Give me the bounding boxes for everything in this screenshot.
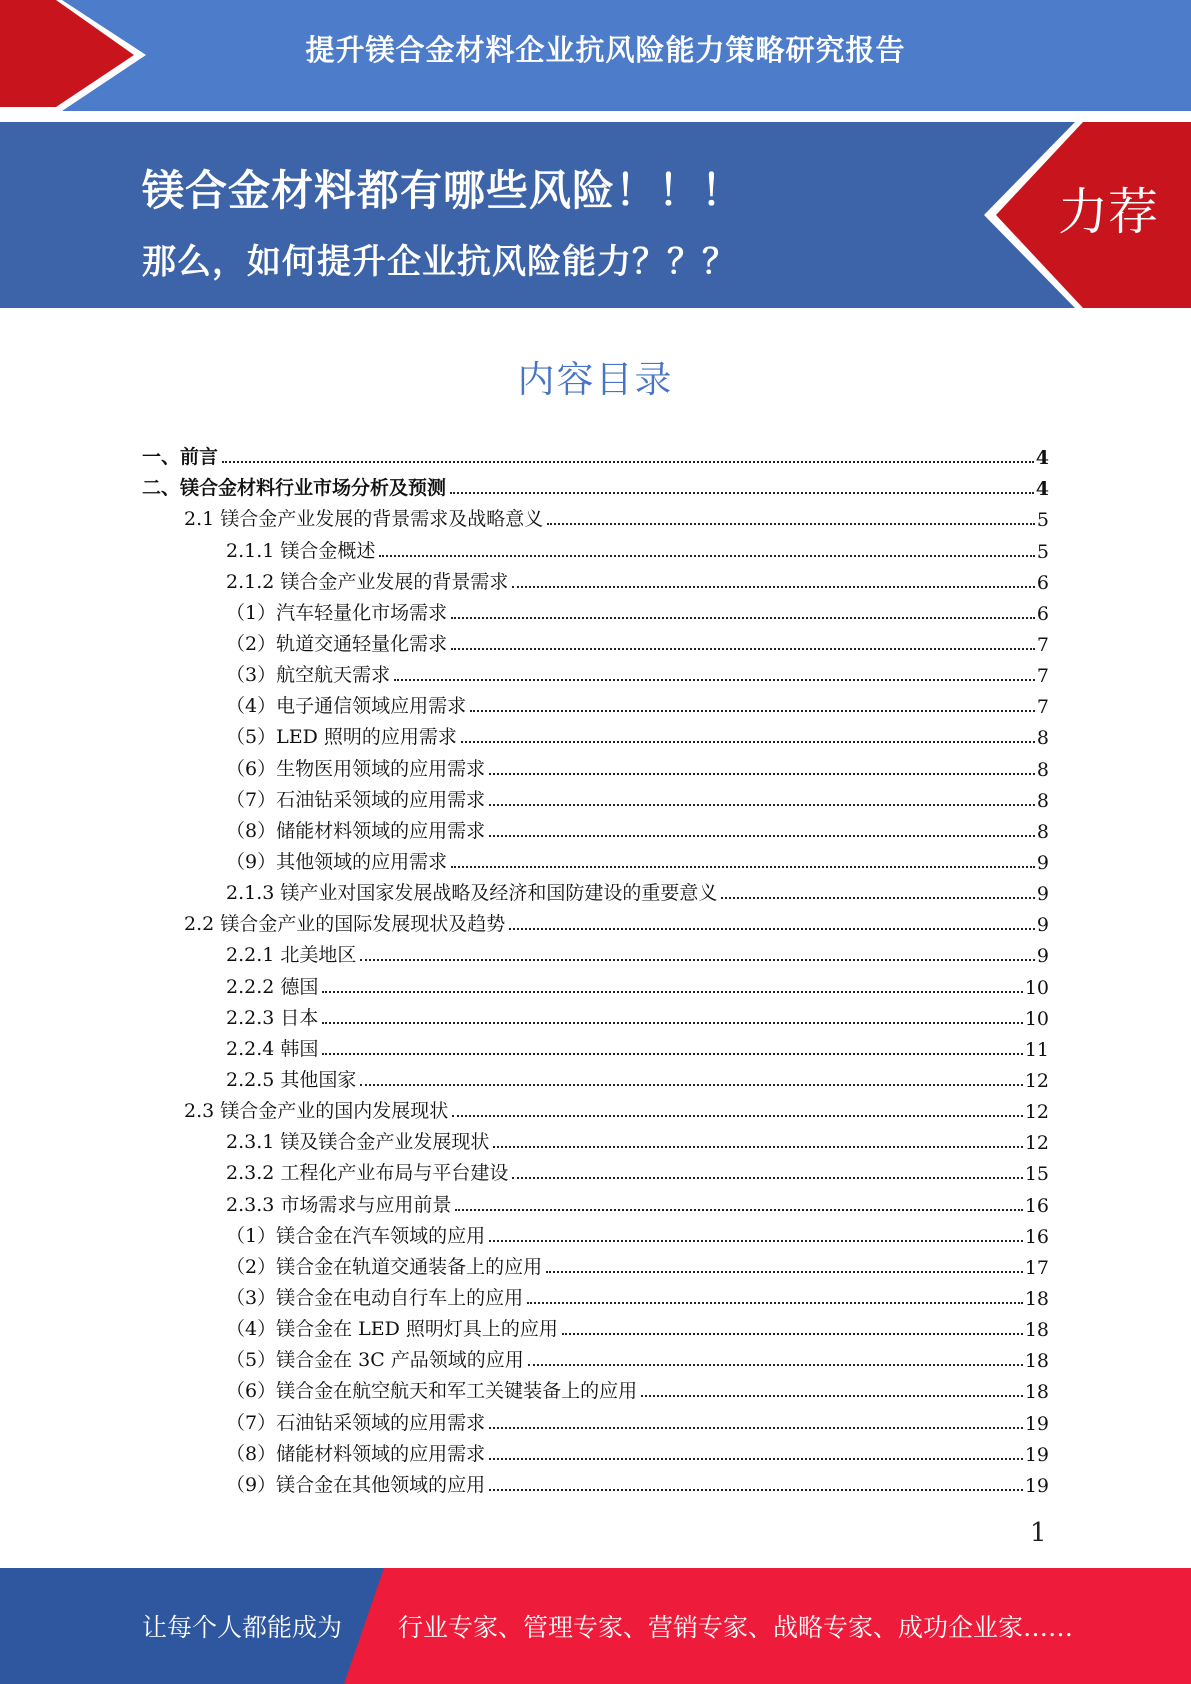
headline-risks: 镁合金材料都有哪些风险！！！ xyxy=(142,166,745,215)
toc-leader xyxy=(452,1115,1023,1117)
toc-row[interactable] xyxy=(142,781,1049,812)
toc-title: （8）储能材料领域的应用需求 xyxy=(226,1442,486,1465)
toc-title: （6）生物医用领域的应用需求 xyxy=(226,757,486,780)
toc-title: 2.1.2 镁合金产业发展的背景需求 xyxy=(226,570,509,593)
top-banner xyxy=(0,0,1191,111)
toc-page: 18 xyxy=(1024,1350,1049,1373)
footer-bar xyxy=(0,1568,1191,1684)
toc-row[interactable] xyxy=(142,1279,1049,1310)
toc-leader xyxy=(489,835,1035,837)
toc-title: （2）轨道交通轻量化需求 xyxy=(226,632,448,655)
toc-page: 7 xyxy=(1036,633,1049,656)
slogan-right: 行业专家、管理专家、营销专家、战略专家、成功企业家…… xyxy=(398,1613,1074,1642)
toc-leader xyxy=(322,1022,1022,1024)
toc-page: 8 xyxy=(1036,758,1049,781)
toc-leader xyxy=(489,1458,1023,1460)
toc-page: 10 xyxy=(1024,976,1049,999)
toc-page: 18 xyxy=(1024,1287,1049,1310)
toc-row[interactable] xyxy=(142,656,1049,687)
toc-leader xyxy=(489,1427,1023,1429)
toc-page: 16 xyxy=(1024,1225,1049,1248)
toc-page: 19 xyxy=(1024,1412,1049,1435)
toc-title: （5）LED 照明的应用需求 xyxy=(226,726,457,749)
toc-row[interactable] xyxy=(142,438,1049,469)
toc-row[interactable] xyxy=(142,843,1049,874)
toc-page: 9 xyxy=(1036,945,1049,968)
toc-leader xyxy=(489,773,1035,775)
toc-leader xyxy=(546,1271,1023,1273)
toc-title: （1）镁合金在汽车领域的应用 xyxy=(226,1224,486,1247)
toc-row[interactable] xyxy=(142,563,1049,594)
toc-row[interactable] xyxy=(142,1092,1049,1123)
toc-leader xyxy=(489,1240,1023,1242)
toc-leader xyxy=(222,461,1034,463)
toc-row[interactable] xyxy=(142,469,1049,500)
toc-title: 2.2.4 韩国 xyxy=(226,1037,319,1060)
toc-title: （2）镁合金在轨道交通装备上的应用 xyxy=(226,1255,543,1278)
toc-page: 18 xyxy=(1024,1319,1049,1342)
toc-leader xyxy=(527,1302,1023,1304)
toc-title: （4）电子通信领域应用需求 xyxy=(226,695,467,718)
toc-page: 16 xyxy=(1024,1194,1049,1217)
toc-heading: 内容目录 xyxy=(517,358,674,401)
toc-title: 2.2.3 日本 xyxy=(226,1006,319,1029)
toc-title: （5）镁合金在 3C 产品领域的应用 xyxy=(226,1349,524,1372)
toc-leader xyxy=(379,555,1035,557)
toc-title: （9）其他领域的应用需求 xyxy=(226,850,448,873)
toc-row[interactable] xyxy=(142,1248,1049,1279)
toc-row[interactable] xyxy=(142,1185,1049,1216)
toc-row[interactable] xyxy=(142,500,1049,531)
toc-page: 19 xyxy=(1024,1443,1049,1466)
toc-row[interactable] xyxy=(142,749,1049,780)
toc-row[interactable] xyxy=(142,936,1049,967)
toc-leader xyxy=(528,1364,1023,1366)
report-title: 提升镁合金材料企业抗风险能力策略研究报告 xyxy=(305,33,906,67)
recommend-badge: 力荐 xyxy=(1058,183,1158,241)
toc-row[interactable] xyxy=(142,625,1049,656)
toc-leader xyxy=(562,1333,1023,1335)
toc-leader xyxy=(322,991,1022,993)
toc-title: 2.2.1 北美地区 xyxy=(226,944,357,967)
toc-row[interactable] xyxy=(142,687,1049,718)
toc-leader xyxy=(455,1209,1022,1211)
toc-row[interactable] xyxy=(142,1030,1049,1061)
toc-row[interactable] xyxy=(142,1466,1049,1497)
toc-leader xyxy=(394,679,1035,681)
toc-leader xyxy=(509,928,1035,930)
headline-question: 那么，如何提升企业抗风险能力？？？ xyxy=(142,242,737,282)
toc-row[interactable] xyxy=(142,999,1049,1030)
toc-leader xyxy=(489,1489,1023,1491)
toc-row[interactable] xyxy=(142,1217,1049,1248)
toc-leader xyxy=(493,1146,1022,1148)
toc-page: 11 xyxy=(1024,1038,1049,1061)
toc-row[interactable] xyxy=(142,1310,1049,1341)
toc-title: （8）储能材料领域的应用需求 xyxy=(226,819,486,842)
toc-title: 2.1.3 镁产业对国家发展战略及经济和国防建设的重要意义 xyxy=(226,882,718,905)
toc-title: 2.1 镁合金产业发展的背景需求及战略意义 xyxy=(184,508,544,531)
toc-page: 17 xyxy=(1024,1256,1049,1279)
toc-row[interactable] xyxy=(142,1061,1049,1092)
toc-page: 5 xyxy=(1036,509,1049,532)
toc-leader xyxy=(489,804,1035,806)
page-number: 1 xyxy=(1030,1518,1047,1548)
toc-title: 2.2.2 德国 xyxy=(226,975,319,998)
toc-row[interactable] xyxy=(142,531,1049,562)
toc-page: 5 xyxy=(1036,540,1049,563)
toc-title: 2.1.1 镁合金概述 xyxy=(226,539,376,562)
toc-leader xyxy=(360,1084,1022,1086)
toc-leader xyxy=(451,866,1035,868)
toc-row[interactable] xyxy=(142,1372,1049,1403)
toc-title: （1）汽车轻量化市场需求 xyxy=(226,601,448,624)
toc-page: 4 xyxy=(1035,478,1049,501)
toc-title: 2.3 镁合金产业的国内发展现状 xyxy=(184,1100,449,1123)
toc-page: 12 xyxy=(1024,1069,1049,1092)
toc-page: 7 xyxy=(1036,665,1049,688)
toc-title: 2.2.5 其他国家 xyxy=(226,1068,357,1091)
toc-row[interactable] xyxy=(142,1154,1049,1185)
toc-title: 2.3.1 镁及镁合金产业发展现状 xyxy=(226,1131,490,1154)
toc-page: 8 xyxy=(1036,820,1049,843)
toc-title: （6）镁合金在航空航天和军工关键装备上的应用 xyxy=(226,1380,638,1403)
toc-leader xyxy=(451,617,1035,619)
toc-leader xyxy=(470,710,1035,712)
toc-page: 18 xyxy=(1024,1381,1049,1404)
toc-title: （3）航空航天需求 xyxy=(226,664,391,687)
toc-page: 6 xyxy=(1036,571,1049,594)
slogan-left: 让每个人都能成为 xyxy=(142,1613,343,1642)
toc-leader xyxy=(450,492,1034,494)
toc-row[interactable] xyxy=(142,967,1049,998)
toc-leader xyxy=(360,959,1035,961)
hero-banner xyxy=(0,122,1191,308)
toc-title: （7）石油钻采领域的应用需求 xyxy=(226,1411,486,1434)
table-of-contents xyxy=(142,438,1049,1497)
toc-leader xyxy=(322,1053,1022,1055)
toc-page: 15 xyxy=(1024,1163,1049,1186)
toc-page: 19 xyxy=(1024,1474,1049,1497)
toc-title: （9）镁合金在其他领域的应用 xyxy=(226,1473,486,1496)
toc-page: 12 xyxy=(1024,1132,1049,1155)
toc-title: 一、前言 xyxy=(142,446,219,469)
toc-row[interactable] xyxy=(142,1403,1049,1434)
toc-row[interactable] xyxy=(142,874,1049,905)
toc-title: （3）镁合金在电动自行车上的应用 xyxy=(226,1286,524,1309)
toc-page: 8 xyxy=(1036,727,1049,750)
toc-leader xyxy=(461,741,1035,743)
toc-leader xyxy=(512,1177,1022,1179)
toc-title: 2.2 镁合金产业的国际发展现状及趋势 xyxy=(184,913,506,936)
toc-title: （7）石油钻采领域的应用需求 xyxy=(226,788,486,811)
toc-page: 10 xyxy=(1024,1007,1049,1030)
toc-title: 2.3.2 工程化产业布局与平台建设 xyxy=(226,1162,509,1185)
toc-leader xyxy=(641,1395,1023,1397)
toc-row[interactable] xyxy=(142,1123,1049,1154)
toc-title: （4）镁合金在 LED 照明灯具上的应用 xyxy=(226,1318,558,1341)
toc-title: 2.3.3 市场需求与应用前景 xyxy=(226,1193,452,1216)
toc-page: 9 xyxy=(1036,914,1049,937)
toc-page: 6 xyxy=(1036,602,1049,625)
toc-title: 二、镁合金材料行业市场分析及预测 xyxy=(142,477,447,500)
toc-row[interactable] xyxy=(142,812,1049,843)
toc-leader xyxy=(721,897,1035,899)
toc-row[interactable] xyxy=(142,718,1049,749)
toc-page: 4 xyxy=(1035,447,1049,470)
toc-page: 12 xyxy=(1024,1101,1049,1124)
toc-row[interactable] xyxy=(142,1435,1049,1466)
toc-leader xyxy=(512,586,1035,588)
toc-leader xyxy=(547,523,1035,525)
toc-row[interactable] xyxy=(142,905,1049,936)
toc-page: 9 xyxy=(1036,851,1049,874)
toc-page: 9 xyxy=(1036,883,1049,906)
toc-row[interactable] xyxy=(142,594,1049,625)
toc-row[interactable] xyxy=(142,1341,1049,1372)
toc-leader xyxy=(451,648,1035,650)
toc-page: 7 xyxy=(1036,696,1049,719)
toc-page: 8 xyxy=(1036,789,1049,812)
